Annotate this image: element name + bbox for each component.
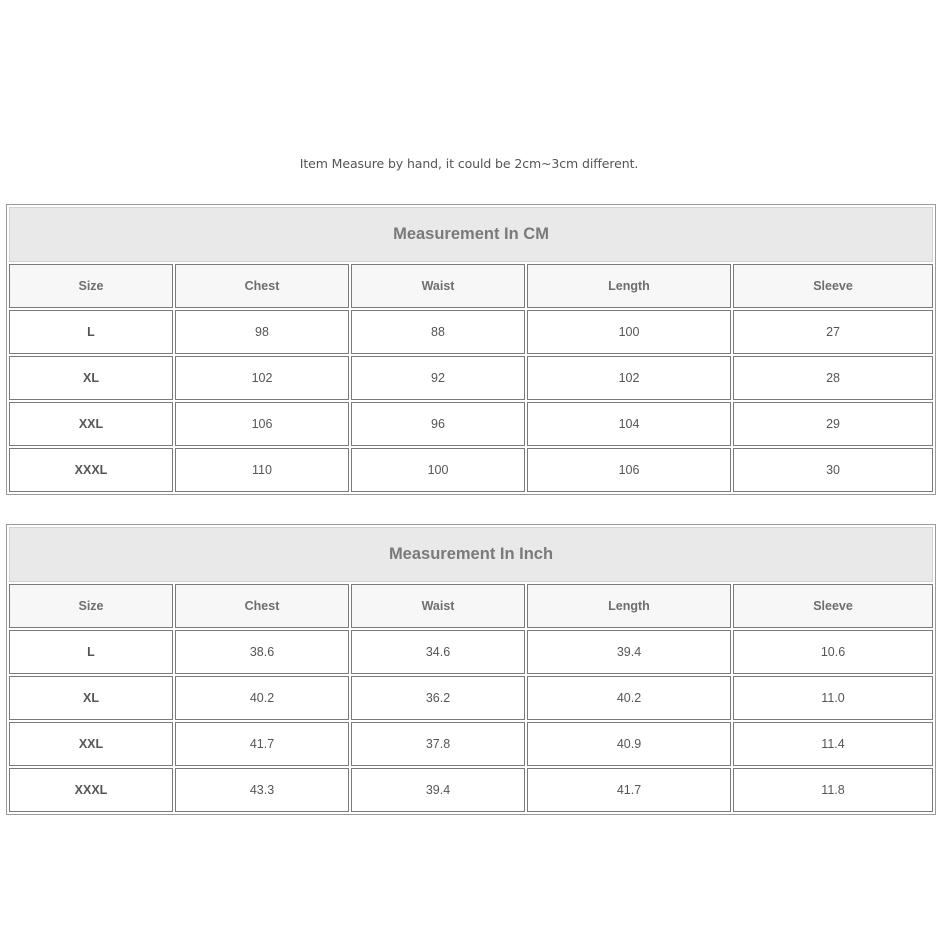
- column-header-waist: Waist: [351, 584, 525, 628]
- column-header-size: Size: [9, 264, 173, 308]
- chest-cell: 102: [175, 356, 349, 400]
- column-header-length: Length: [527, 264, 731, 308]
- table-row: [9, 310, 933, 354]
- sleeve-cell: 28: [733, 356, 933, 400]
- table-row: [9, 676, 933, 720]
- chest-cell: 41.7: [175, 722, 349, 766]
- table-title: Measurement In CM: [9, 207, 933, 262]
- waist-cell: 36.2: [351, 676, 525, 720]
- length-cell: 40.9: [527, 722, 731, 766]
- size-cell: L: [9, 310, 173, 354]
- table-row: [9, 402, 933, 446]
- size-table-cm: [6, 204, 936, 495]
- size-cell: XXL: [9, 722, 173, 766]
- table-row: [9, 768, 933, 812]
- column-header-waist: Waist: [351, 264, 525, 308]
- column-header-chest: Chest: [175, 264, 349, 308]
- length-cell: 41.7: [527, 768, 731, 812]
- table-title: Measurement In Inch: [9, 527, 933, 582]
- size-table-inch: [6, 524, 936, 815]
- table-row: [9, 630, 933, 674]
- sleeve-cell: 10.6: [733, 630, 933, 674]
- length-cell: 106: [527, 448, 731, 492]
- measurement-note: Item Measure by hand, it could be 2cm~3cm different.: [299, 156, 639, 171]
- length-cell: 102: [527, 356, 731, 400]
- waist-cell: 100: [351, 448, 525, 492]
- sleeve-cell: 29: [733, 402, 933, 446]
- chest-cell: 106: [175, 402, 349, 446]
- column-header-sleeve: Sleeve: [733, 584, 933, 628]
- length-cell: 100: [527, 310, 731, 354]
- length-cell: 104: [527, 402, 731, 446]
- sleeve-cell: 27: [733, 310, 933, 354]
- waist-cell: 34.6: [351, 630, 525, 674]
- column-header-size: Size: [9, 584, 173, 628]
- sleeve-cell: 30: [733, 448, 933, 492]
- column-header-length: Length: [527, 584, 731, 628]
- waist-cell: 37.8: [351, 722, 525, 766]
- table-row: [9, 722, 933, 766]
- length-cell: 40.2: [527, 676, 731, 720]
- sleeve-cell: 11.8: [733, 768, 933, 812]
- table-row: [9, 448, 933, 492]
- chest-cell: 43.3: [175, 768, 349, 812]
- chest-cell: 38.6: [175, 630, 349, 674]
- length-cell: 39.4: [527, 630, 731, 674]
- waist-cell: 96: [351, 402, 525, 446]
- size-cell: XL: [9, 676, 173, 720]
- sleeve-cell: 11.0: [733, 676, 933, 720]
- size-cell: L: [9, 630, 173, 674]
- waist-cell: 88: [351, 310, 525, 354]
- chest-cell: 98: [175, 310, 349, 354]
- size-cell: XXXL: [9, 448, 173, 492]
- chest-cell: 110: [175, 448, 349, 492]
- waist-cell: 92: [351, 356, 525, 400]
- size-cell: XXL: [9, 402, 173, 446]
- table-row: [9, 356, 933, 400]
- waist-cell: 39.4: [351, 768, 525, 812]
- size-cell: XXXL: [9, 768, 173, 812]
- column-header-chest: Chest: [175, 584, 349, 628]
- size-cell: XL: [9, 356, 173, 400]
- chest-cell: 40.2: [175, 676, 349, 720]
- column-header-sleeve: Sleeve: [733, 264, 933, 308]
- sleeve-cell: 11.4: [733, 722, 933, 766]
